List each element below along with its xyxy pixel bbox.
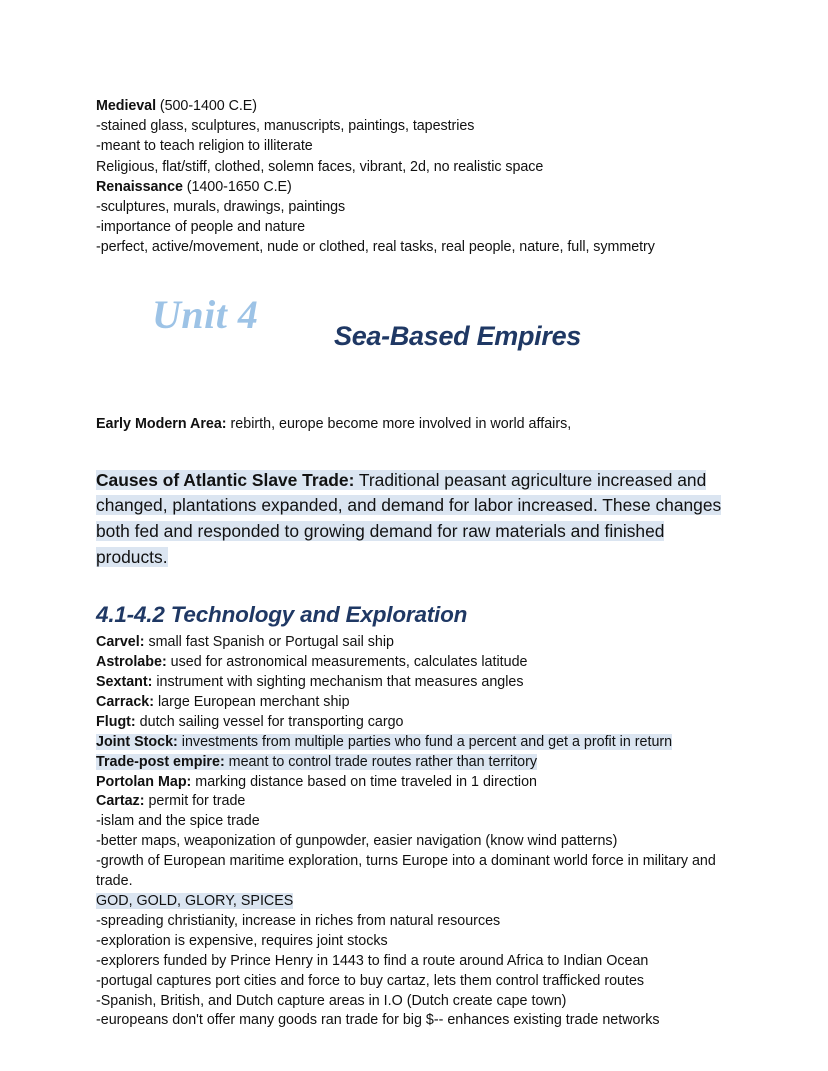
list-item <box>96 792 741 812</box>
vocab-row-0 <box>96 634 394 650</box>
vocab-term: Astrolabe: <box>96 654 167 671</box>
list-item <box>96 733 741 753</box>
note-row-1: -better maps, weaponization of gunpowder, easier navigation (know wind patterns) <box>96 833 618 850</box>
note-row-7: -portugal captures port cities and force to buy cartaz, lets them control trafficked routes <box>96 972 645 989</box>
notes-list <box>96 812 741 1031</box>
renaissance-note-1: -importance of people and nature <box>96 219 306 236</box>
vocab-definition: permit for trade <box>144 793 246 810</box>
list-item <box>96 1011 741 1031</box>
note-row-6: -explorers funded by Prince Henry in 1443 to find a route around Africa to Indian Ocean <box>96 952 649 969</box>
document-content <box>96 96 741 1031</box>
list-item <box>96 653 741 673</box>
vocab-term: Sextant: <box>96 674 153 691</box>
vocab-row-2 <box>96 674 524 690</box>
vocab-row-6 <box>96 754 537 770</box>
list-item <box>96 952 741 972</box>
renaissance-term: Renaissance <box>96 178 183 195</box>
list-item <box>96 713 741 733</box>
unit-subject-title: Sea-Based Empires <box>334 320 582 351</box>
list-item <box>96 753 741 773</box>
early-modern-term: Early Modern Area: <box>96 415 227 432</box>
vocab-row-3 <box>96 694 350 710</box>
vocab-definition: investments from multiple parties who fund a percent and get a profit in return <box>177 733 673 750</box>
vocab-term: Portolan Map: <box>96 773 192 790</box>
unit-title-block <box>96 292 741 378</box>
vocab-row-8 <box>96 793 245 809</box>
causes-term: Causes of Atlantic Slave Trade: <box>96 469 355 490</box>
note-row-3: GOD, GOLD, GLORY, SPICES <box>96 892 294 909</box>
vocab-term: Joint Stock: <box>96 733 178 750</box>
list-item <box>96 812 741 832</box>
list-item <box>96 693 741 713</box>
vocab-row-4 <box>96 714 404 730</box>
medieval-dates: (500-1400 C.E) <box>156 98 257 114</box>
renaissance-note-0: -sculptures, murals, drawings, paintings <box>96 199 346 216</box>
note-row-9: -europeans don't offer many goods ran trade for big $-- enhances existing trade networks <box>96 1012 660 1029</box>
list-item <box>96 852 741 892</box>
vocab-term: Carrack: <box>96 693 155 710</box>
medieval-note-1: -meant to teach religion to illiterate <box>96 138 313 155</box>
early-modern-line <box>96 414 741 434</box>
vocab-definition: small fast Spanish or Portugal sail ship <box>144 634 395 651</box>
vocab-definition: meant to control trade routes rather than territory <box>224 753 538 770</box>
list-item <box>96 932 741 952</box>
causes-paragraph <box>96 468 736 570</box>
note-row-0: -islam and the spice trade <box>96 813 260 830</box>
causes-highlight <box>96 470 721 567</box>
list-item <box>96 892 741 912</box>
vocab-term: Trade-post empire: <box>96 753 225 770</box>
medieval-note-2: Religious, flat/stiff, clothed, solemn faces, vibrant, 2d, no realistic space <box>96 158 544 175</box>
vocab-definition: used for astronomical measurements, calculates latitude <box>166 654 528 671</box>
vocabulary-list <box>96 633 741 812</box>
renaissance-note-2: -perfect, active/movement, nude or clothed, real tasks, real people, nature, full, symmetry <box>96 239 655 256</box>
unit-number-title: Unit 4 <box>152 291 259 337</box>
causes-text: Traditional peasant agriculture increased and changed, plantations expanded, and demand for labor increased. These changes both fed and responded to growing demand for raw materials and finished products. <box>96 469 722 567</box>
vocab-row-5 <box>96 734 672 750</box>
note-row-4: -spreading christianity, increase in riches from natural resources <box>96 912 501 929</box>
vocab-row-7 <box>96 774 537 790</box>
early-modern-text: rebirth, europe become more involved in world affairs, <box>226 415 572 432</box>
medieval-note-0: -stained glass, sculptures, manuscripts, paintings, tapestries <box>96 118 475 135</box>
renaissance-heading-line <box>96 177 741 197</box>
list-item <box>96 832 741 852</box>
art-periods-block <box>96 96 741 258</box>
list-item <box>96 633 741 653</box>
medieval-term: Medieval <box>96 98 156 114</box>
note-row-2: -growth of European maritime exploration, turns Europe into a dominant world force in military and trade. <box>96 853 720 890</box>
list-item <box>96 773 741 793</box>
vocab-definition: instrument with sighting mechanism that measures angles <box>152 674 524 691</box>
medieval-heading-line <box>96 96 741 116</box>
section-heading: 4.1-4.2 Technology and Exploration <box>96 602 468 628</box>
vocab-definition: marking distance based on time traveled in 1 direction <box>191 773 538 790</box>
vocab-definition: dutch sailing vessel for transporting cargo <box>135 713 404 730</box>
list-item <box>96 992 741 1012</box>
note-row-5: -exploration is expensive, requires joint stocks <box>96 932 388 949</box>
note-row-8: -Spanish, British, and Dutch capture areas in I.O (Dutch create cape town) <box>96 992 567 1009</box>
list-item <box>96 673 741 693</box>
vocab-term: Carvel: <box>96 634 145 651</box>
vocab-term: Cartaz: <box>96 793 145 810</box>
renaissance-dates: (1400-1650 C.E) <box>182 178 292 195</box>
vocab-row-1 <box>96 654 527 670</box>
vocab-definition: large European merchant ship <box>154 693 350 710</box>
vocab-term: Flugt: <box>96 713 136 730</box>
list-item <box>96 972 741 992</box>
list-item <box>96 912 741 932</box>
